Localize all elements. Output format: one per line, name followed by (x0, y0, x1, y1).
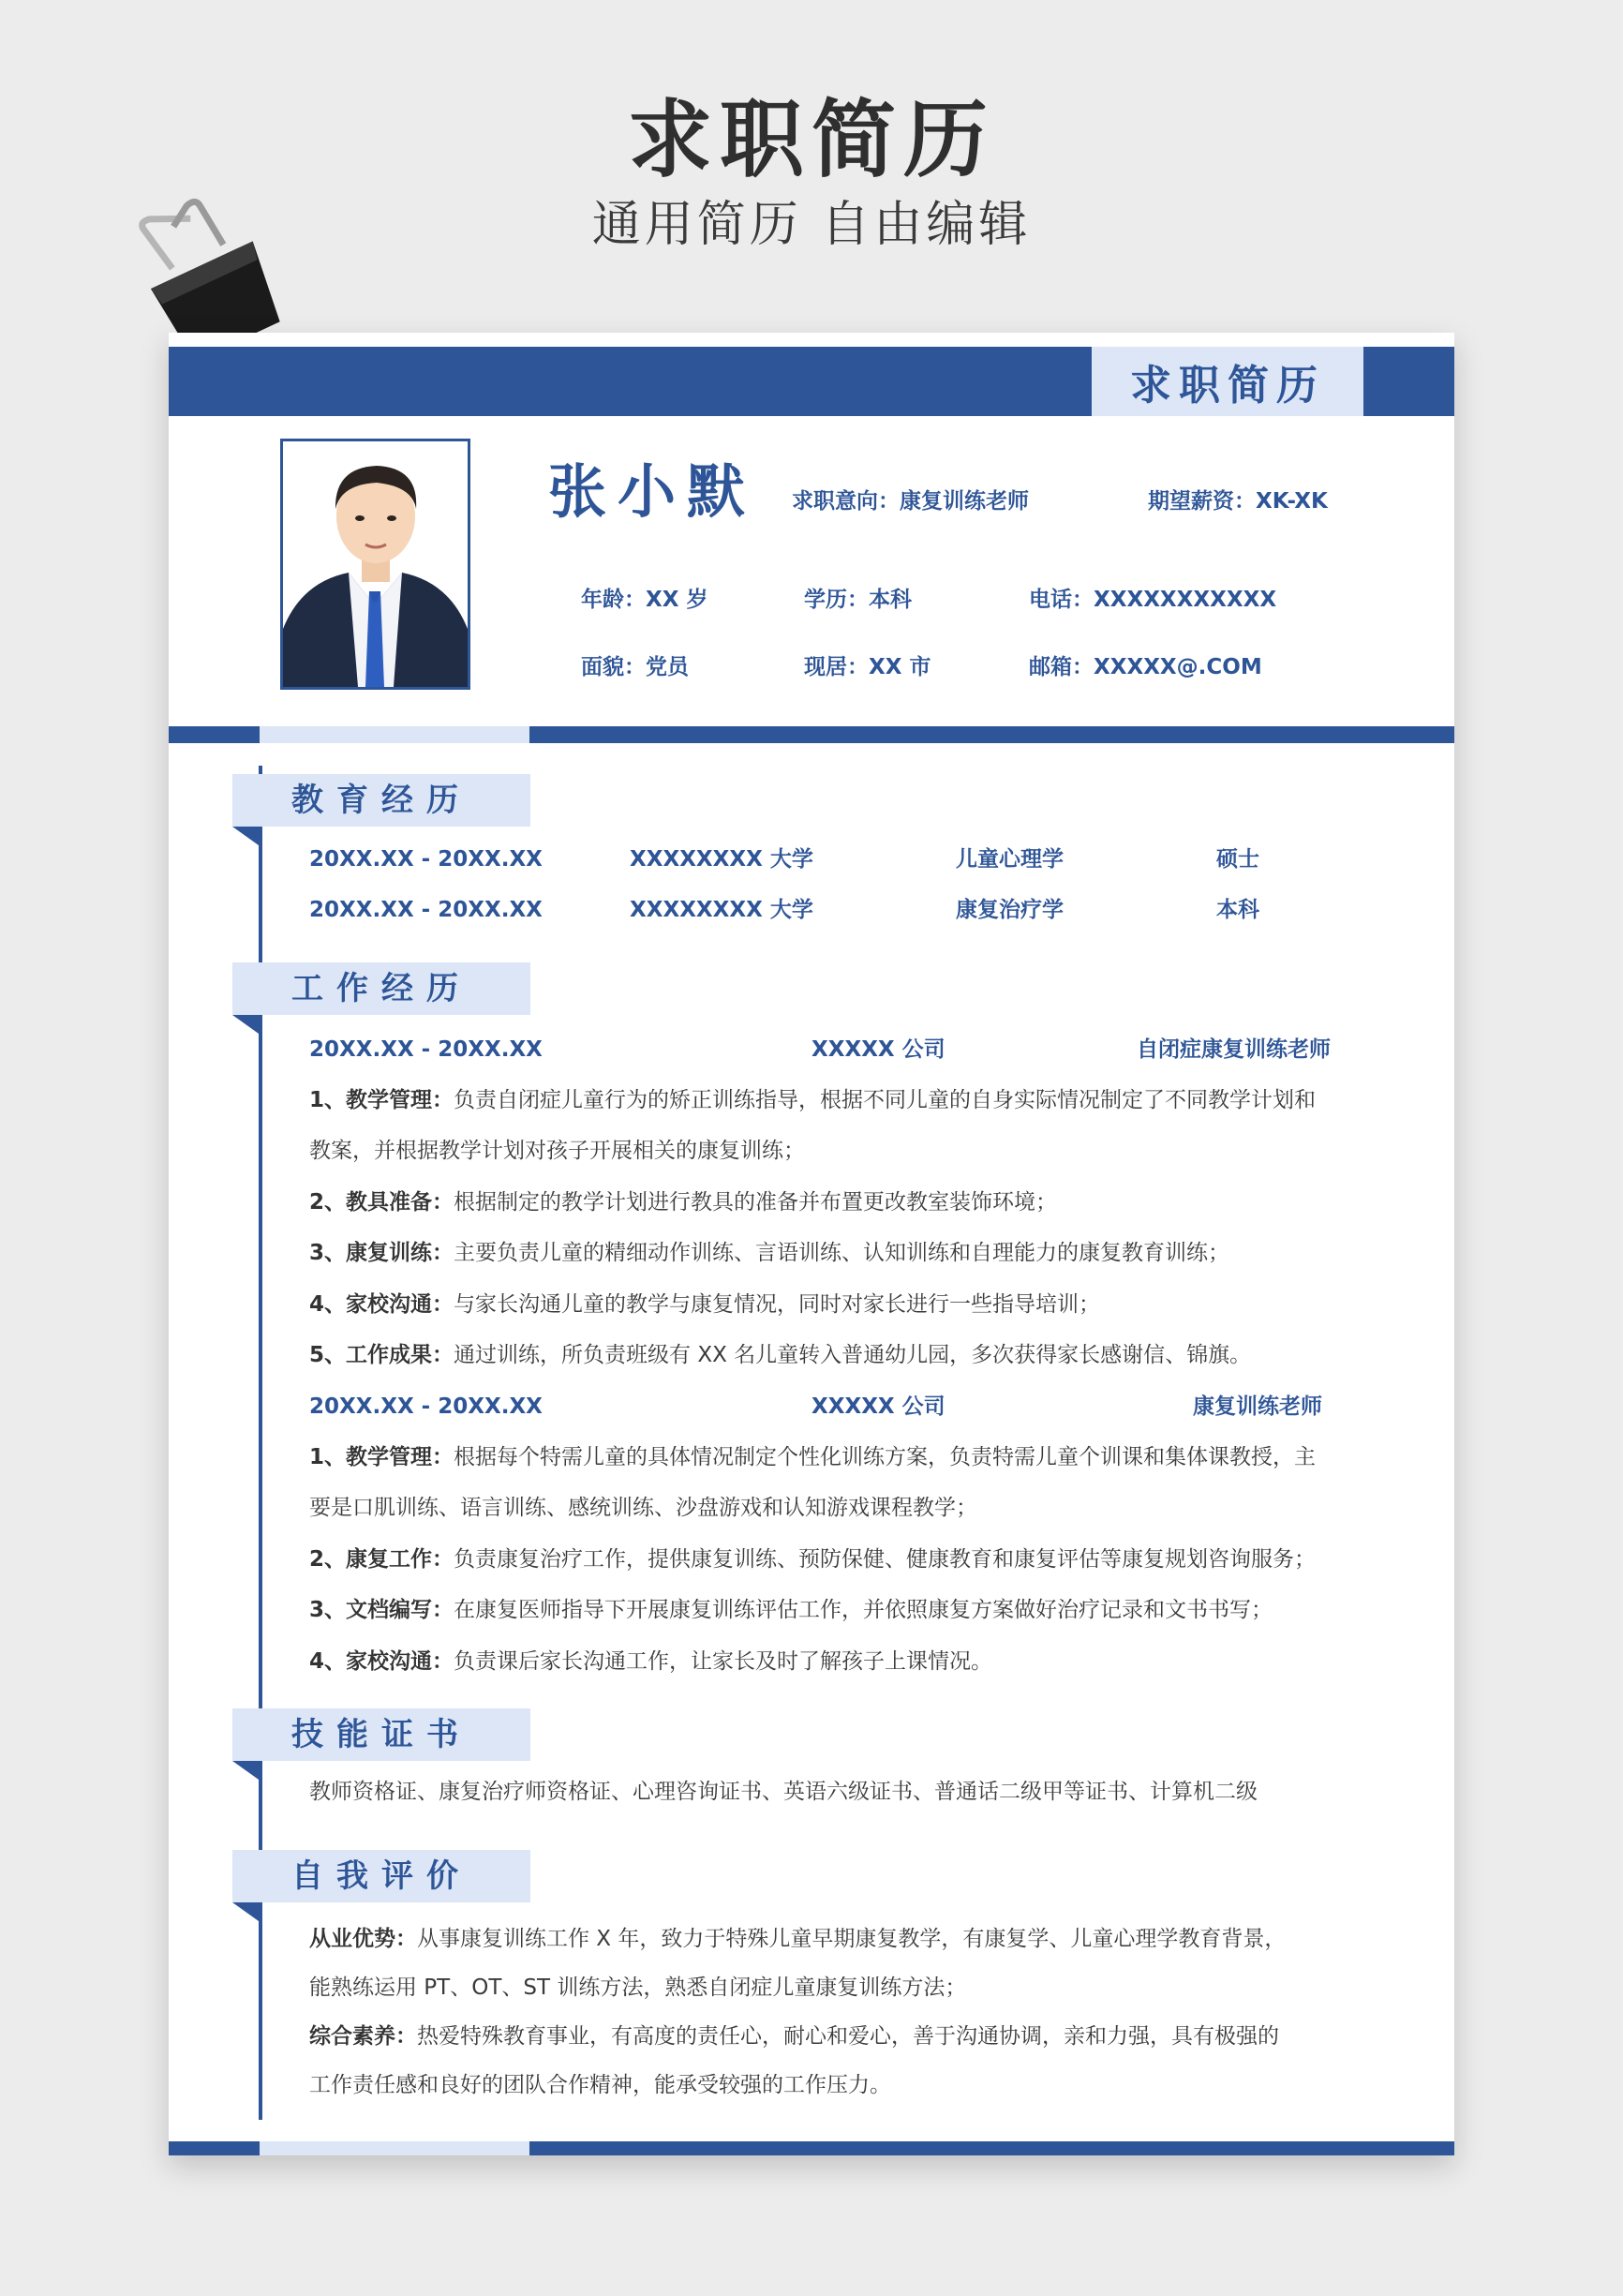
phone: 电话：XXXXXXXXXXX (1029, 588, 1277, 612)
candidate-name: 张小默 (548, 457, 757, 526)
work-company: XXXXX 公司 (812, 1037, 946, 1062)
work-item: 4、家校沟通：与家长沟通儿童的教学与康复情况，同时对家长进行一些指导培训； (309, 1292, 1101, 1317)
work-role: 康复训练老师 (1193, 1394, 1322, 1419)
section-header-self-eval: 自我评价 (232, 1850, 530, 1902)
work-item: 1、教学管理：负责自闭症儿童行为的矫正训练指导，根据不同儿童的自身实际情况制定了不同教学计划和 (309, 1088, 1317, 1112)
avatar (280, 439, 470, 690)
bottom-band (169, 2141, 260, 2155)
edu-period: 20XX.XX - 20XX.XX (309, 898, 543, 922)
work-item: 1、教学管理：根据每个特需儿童的具体情况制定个性化训练方案，负责特需儿童个训课和集体课教授，主 (309, 1445, 1317, 1469)
self-eval-line: 综合素养：热爱特殊教育事业，有高度的责任心，耐心和爱心，善于沟通协调，亲和力强，具有极强的 (309, 2024, 1279, 2049)
divider (260, 726, 529, 743)
age: 年龄：XX 岁 (581, 588, 708, 612)
political-status: 面貌：党员 (581, 655, 689, 679)
header-tag: 求职简历 (1092, 347, 1363, 416)
email: 邮箱：XXXXX@.COM (1029, 655, 1262, 679)
section-header-skills: 技能证书 (232, 1708, 530, 1761)
job-intent: 求职意向：康复训练老师 (792, 489, 1029, 514)
work-item: 要是口肌训练、语言训练、感统训练、沙盘游戏和认知游戏课程教学； (309, 1496, 977, 1520)
work-item: 教案，并根据教学计划对孩子开展相关的康复训练； (309, 1139, 805, 1163)
section-header-education: 教育经历 (232, 774, 530, 827)
edu-school: XXXXXXXX 大学 (630, 898, 813, 922)
section-header-work: 工作经历 (232, 962, 530, 1015)
edu-school: XXXXXXXX 大学 (630, 847, 813, 872)
work-item: 5、工作成果：通过训练，所负责班级有 XX 名儿童转入普通幼儿园，多次获得家长感谢信、锦旗。 (309, 1343, 1252, 1367)
work-item: 3、康复训练：主要负责儿童的精细动作训练、言语训练、认知训练和自理能力的康复教育训练； (309, 1241, 1230, 1265)
work-item: 4、家校沟通：负责课后家长沟通工作，让家长及时了解孩子上课情况。 (309, 1649, 993, 1674)
edu-period: 20XX.XX - 20XX.XX (309, 847, 543, 872)
work-company: XXXXX 公司 (812, 1394, 946, 1419)
bottom-band (260, 2141, 529, 2155)
education-level: 学历：本科 (804, 588, 912, 612)
edu-major: 儿童心理学 (956, 847, 1064, 872)
work-period: 20XX.XX - 20XX.XX (309, 1394, 543, 1419)
self-eval-line: 工作责任感和良好的团队合作精神，能承受较强的工作压力。 (309, 2073, 891, 2097)
work-item: 2、康复工作：负责康复治疗工作，提供康复训练、预防保健、健康教育和康复评估等康复规划咨询服务； (309, 1547, 1317, 1572)
expected-salary: 期望薪资：XK-XK (1148, 489, 1328, 514)
bottom-band (529, 2141, 1454, 2155)
poster-title: 求职简历 (628, 91, 995, 189)
work-item: 3、文档编写：在康复医师指导下开展康复训练评估工作，并依照康复方案做好治疗记录和文书书写； (309, 1598, 1273, 1622)
residence: 现居：XX 市 (804, 655, 931, 679)
edu-major: 康复治疗学 (956, 898, 1064, 922)
skills-text: 教师资格证、康复治疗师资格证、心理咨询证书、英语六级证书、普通话二级甲等证书、计算机二级 (309, 1780, 1258, 1804)
self-eval-line: 从业优势：从事康复训练工作 X 年，致力于特殊儿童早期康复教学，有康复学、儿童心理学教育背景， (309, 1927, 1287, 1951)
edu-degree: 硕士 (1216, 847, 1259, 872)
resume-sheet (169, 333, 1454, 2155)
work-item: 2、教具准备：根据制定的教学计划进行教具的准备并布置更改教室装饰环境； (309, 1190, 1058, 1215)
work-role: 自闭症康复训练老师 (1137, 1037, 1331, 1062)
divider (529, 726, 1454, 743)
poster-subtitle: 通用简历 自由编辑 (591, 197, 1032, 253)
edu-degree: 本科 (1216, 898, 1259, 922)
self-eval-line: 能熟练运用 PT、OT、ST 训练方法，熟悉自闭症儿童康复训练方法； (309, 1975, 967, 2000)
divider (169, 726, 260, 743)
work-period: 20XX.XX - 20XX.XX (309, 1037, 543, 1062)
